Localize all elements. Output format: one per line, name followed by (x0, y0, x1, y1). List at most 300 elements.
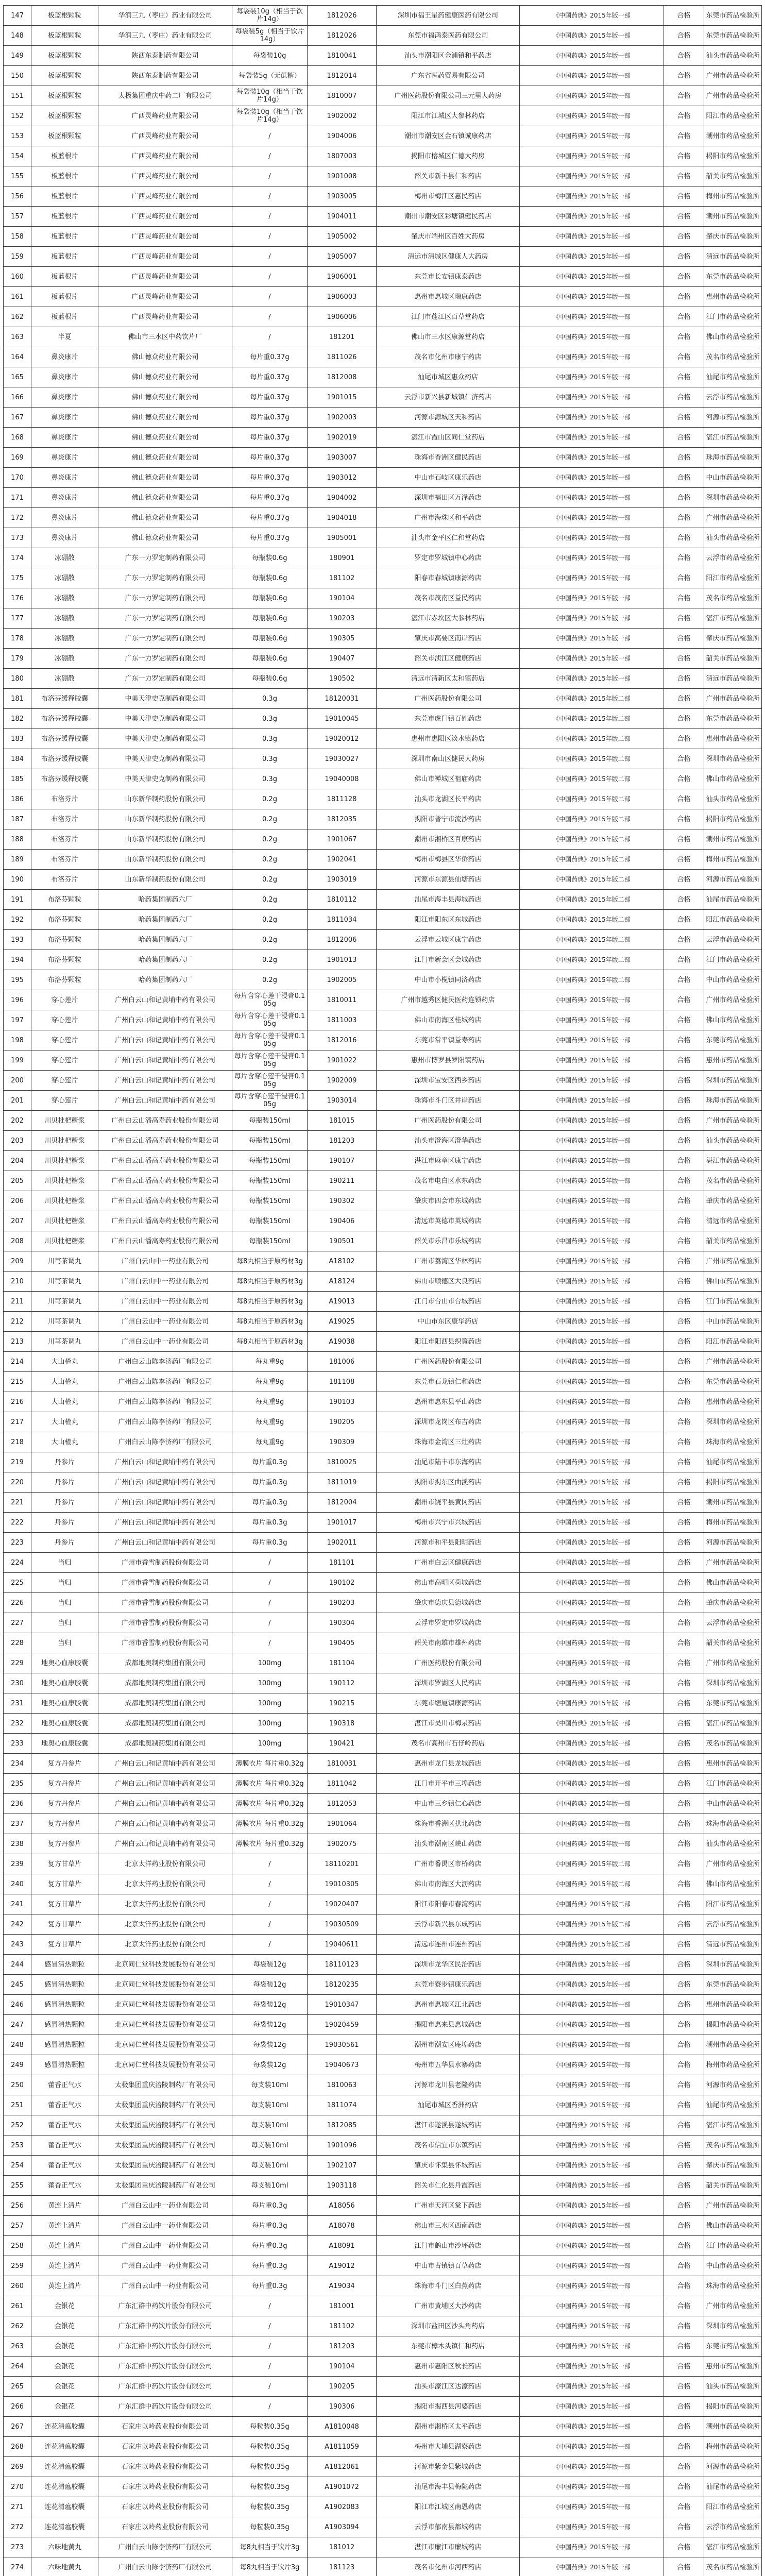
cell-manufacturer: 广州白云山中一药业有限公司 (98, 2236, 232, 2256)
cell-inspection-agency: 湛江市药品检验所 (704, 2115, 762, 2136)
cell-batch-number: A1810048 (308, 2417, 377, 2437)
cell-inspection-agency: 广州市药品检验所 (704, 689, 762, 709)
cell-inspection-standard: 《中国药典》2015年版一部 (520, 106, 664, 126)
cell-specification: 0.2g (232, 870, 308, 890)
cell-manufacturer: 石家庄以岭药业股份有限公司 (98, 2517, 232, 2537)
cell-product-name: 冰硼散 (31, 548, 98, 568)
cell-result: 合格 (664, 207, 704, 227)
cell-inspection-standard: 《中国药典》2015年版一部 (520, 1050, 664, 1071)
cell-specification: 每片重0.3g (232, 2236, 308, 2256)
cell-manufacturer: 广西灵峰药业有限公司 (98, 146, 232, 166)
table-row (4, 1653, 762, 1673)
cell-batch-number: 1812085 (308, 2115, 377, 2136)
table-row (4, 408, 762, 428)
cell-row-number: 272 (4, 2517, 31, 2537)
cell-result: 合格 (664, 1111, 704, 1131)
table-row (4, 809, 762, 829)
cell-result: 合格 (664, 1151, 704, 1171)
cell-result: 合格 (664, 1794, 704, 1814)
cell-result: 合格 (664, 1452, 704, 1472)
cell-specification: 100mg (232, 1734, 308, 1754)
cell-row-number: 231 (4, 1693, 31, 1714)
cell-specification: 每支装10ml (232, 2156, 308, 2176)
cell-sampled-unit: 潮州市潮安区庵埠药店 (377, 2035, 520, 2055)
cell-inspection-agency: 梅州市药品检验所 (704, 1513, 762, 1533)
cell-sampled-unit: 潮州市潮安区彩塘镇健民药店 (377, 207, 520, 227)
table-row (4, 2236, 762, 2256)
cell-product-name: 板蓝根片 (31, 307, 98, 327)
cell-specification: / (232, 1633, 308, 1653)
cell-result: 合格 (664, 629, 704, 649)
cell-row-number: 265 (4, 2377, 31, 2397)
cell-sampled-unit: 广州市白云区健康药店 (377, 1553, 520, 1573)
cell-product-name: 布洛芬颗粒 (31, 950, 98, 970)
cell-manufacturer: 北京同仁堂科技发展股份有限公司 (98, 1955, 232, 1975)
cell-specification: / (232, 2316, 308, 2336)
cell-product-name: 川贝枇杷糖浆 (31, 1111, 98, 1131)
cell-sampled-unit: 肇庆市德庆县德城药店 (377, 1593, 520, 1613)
cell-product-name: 黄连上清片 (31, 2196, 98, 2216)
table-row (4, 1091, 762, 1111)
cell-inspection-standard: 《中国药典》2015年版二部 (520, 1935, 664, 1955)
cell-specification: / (232, 1854, 308, 1874)
cell-result: 合格 (664, 1653, 704, 1673)
table-row (4, 207, 762, 227)
cell-result: 合格 (664, 689, 704, 709)
table-row (4, 187, 762, 207)
cell-inspection-standard: 《中国药典》2015年版一部 (520, 488, 664, 508)
cell-specification: 每片重0.37g (232, 408, 308, 428)
cell-manufacturer: 广州白云山和记黄埔中药有限公司 (98, 1071, 232, 1091)
cell-batch-number: 1906001 (308, 267, 377, 287)
cell-specification: 每丸重9g (232, 1392, 308, 1412)
cell-batch-number: 1904006 (308, 126, 377, 146)
cell-inspection-standard: 《中国药典》2015年版二部 (520, 1854, 664, 1874)
cell-inspection-standard: 《中国药典》2015年版二部 (520, 870, 664, 890)
cell-inspection-standard: 《中国药典》2015年版一部 (520, 327, 664, 347)
cell-batch-number: 1903014 (308, 1091, 377, 1111)
cell-sampled-unit: 汕头市潮南区峡山药店 (377, 1834, 520, 1854)
cell-row-number: 269 (4, 2457, 31, 2477)
cell-inspection-standard: 《中国药典》2015年版一部 (520, 1412, 664, 1432)
cell-inspection-agency: 云浮市药品检验所 (704, 1914, 762, 1935)
cell-result: 合格 (664, 2095, 704, 2115)
table-row (4, 1894, 762, 1914)
cell-batch-number: 190405 (308, 1633, 377, 1653)
cell-sampled-unit: 湛江市霞山区同仁堂药店 (377, 428, 520, 448)
cell-batch-number: 190502 (308, 669, 377, 689)
cell-manufacturer: 山东新华制药股份有限公司 (98, 850, 232, 870)
cell-product-name: 丹参片 (31, 1472, 98, 1493)
cell-result: 合格 (664, 2075, 704, 2095)
cell-manufacturer: 哈药集团制药六厂 (98, 930, 232, 950)
cell-specification: / (232, 247, 308, 267)
table-row (4, 850, 762, 870)
cell-inspection-agency: 清远市药品检验所 (704, 1935, 762, 1955)
table-row (4, 729, 762, 749)
cell-inspection-standard: 《中国药典》2015年版一部 (520, 2055, 664, 2075)
cell-product-name: 藿香正气水 (31, 2156, 98, 2176)
cell-inspection-standard: 《中国药典》2015年版一部 (520, 2497, 664, 2517)
cell-batch-number: 1901096 (308, 2136, 377, 2156)
cell-manufacturer: 广州白云山和记黄埔中药有限公司 (98, 1010, 232, 1030)
cell-result: 合格 (664, 2276, 704, 2296)
cell-row-number: 167 (4, 408, 31, 428)
cell-product-name: 板蓝根片 (31, 146, 98, 166)
cell-inspection-standard: 《中国药典》2015年版一部 (520, 1774, 664, 1794)
cell-inspection-standard: 《中国药典》2015年版一部 (520, 508, 664, 528)
cell-manufacturer: 广东一力罗定制药有限公司 (98, 629, 232, 649)
cell-result: 合格 (664, 809, 704, 829)
cell-manufacturer: 广州白云山和记黄埔中药有限公司 (98, 990, 232, 1010)
cell-product-name: 地奥心血康胶囊 (31, 1734, 98, 1754)
cell-inspection-agency: 汕尾市药品检验所 (704, 2095, 762, 2115)
cell-manufacturer: 成都地奥制药集团有限公司 (98, 1673, 232, 1693)
cell-sampled-unit: 中山市石岐区康乐药店 (377, 468, 520, 488)
cell-inspection-agency: 惠州市药品检验所 (704, 1050, 762, 1071)
cell-product-name: 复方甘草片 (31, 1874, 98, 1894)
cell-manufacturer: 广西灵峰药业有限公司 (98, 207, 232, 227)
cell-sampled-unit: 河源市龙川县老隆药店 (377, 2075, 520, 2095)
cell-specification: 每片含穿心莲干浸膏0.105g (232, 1010, 308, 1030)
cell-manufacturer: 中美天津史克制药有限公司 (98, 769, 232, 789)
cell-row-number: 221 (4, 1493, 31, 1513)
cell-batch-number: 19010347 (308, 1995, 377, 2015)
cell-row-number: 262 (4, 2316, 31, 2336)
cell-sampled-unit: 揭阳市普宁市流沙药店 (377, 809, 520, 829)
cell-result: 合格 (664, 1914, 704, 1935)
table-row (4, 608, 762, 629)
cell-product-name: 板蓝根颗粒 (31, 26, 98, 46)
cell-batch-number: 1902005 (308, 970, 377, 990)
cell-specification: 每瓶装150ml (232, 1111, 308, 1131)
cell-result: 合格 (664, 86, 704, 106)
cell-result: 合格 (664, 1251, 704, 1272)
cell-specification: 每片重0.3g (232, 1472, 308, 1493)
cell-batch-number: 1810041 (308, 46, 377, 66)
cell-row-number: 193 (4, 930, 31, 950)
cell-specification: 每片重0.3g (232, 2216, 308, 2236)
cell-sampled-unit: 清远市清城区健康人大药房 (377, 247, 520, 267)
cell-row-number: 191 (4, 890, 31, 910)
cell-result: 合格 (664, 2497, 704, 2517)
cell-inspection-agency: 湛江市药品检验所 (704, 2537, 762, 2557)
cell-manufacturer: 广州白云山中一药业有限公司 (98, 1292, 232, 1312)
cell-inspection-agency: 佛山市药品检验所 (704, 1874, 762, 1894)
cell-product-name: 藿香正气水 (31, 2176, 98, 2196)
cell-inspection-standard: 《中国药典》2015年版一部 (520, 1472, 664, 1493)
table-row (4, 1633, 762, 1653)
cell-batch-number: A18056 (308, 2196, 377, 2216)
cell-result: 合格 (664, 1553, 704, 1573)
cell-inspection-standard: 《中国药典》2015年版一部 (520, 1171, 664, 1191)
cell-product-name: 鼻炎康片 (31, 408, 98, 428)
cell-manufacturer: 哈药集团制药六厂 (98, 970, 232, 990)
cell-manufacturer: 广东一力罗定制药有限公司 (98, 649, 232, 669)
cell-inspection-standard: 《中国药典》2015年版一部 (520, 2517, 664, 2537)
cell-result: 合格 (664, 1975, 704, 1995)
cell-inspection-agency: 揭阳市药品检验所 (704, 1472, 762, 1493)
cell-product-name: 冰硼散 (31, 669, 98, 689)
cell-product-name: 藿香正气水 (31, 2115, 98, 2136)
cell-product-name: 布洛芬片 (31, 809, 98, 829)
cell-sampled-unit: 揭阳市惠来县惠城药店 (377, 2015, 520, 2035)
cell-specification: 100mg (232, 1673, 308, 1693)
cell-result: 合格 (664, 1010, 704, 1030)
cell-inspection-agency: 韶关市药品检验所 (704, 166, 762, 187)
cell-batch-number: 190112 (308, 1673, 377, 1693)
cell-inspection-standard: 《中国药典》2015年版一部 (520, 1392, 664, 1412)
cell-inspection-agency: 深圳市药品检验所 (704, 2316, 762, 2336)
cell-batch-number: 1901008 (308, 166, 377, 187)
table-row (4, 126, 762, 146)
cell-inspection-agency: 阳江市药品检验所 (704, 106, 762, 126)
cell-result: 合格 (664, 1814, 704, 1834)
table-row (4, 2015, 762, 2035)
cell-inspection-agency: 阳江市药品检验所 (704, 910, 762, 930)
cell-manufacturer: 广西灵峰药业有限公司 (98, 106, 232, 126)
cell-sampled-unit: 汕头市澄海区澄华药店 (377, 1131, 520, 1151)
cell-manufacturer: 华润三九（枣庄）药业有限公司 (98, 6, 232, 26)
cell-batch-number: 1810031 (308, 1754, 377, 1774)
cell-specification: 每片重0.37g (232, 428, 308, 448)
table-row (4, 508, 762, 528)
cell-batch-number: 19010305 (308, 1874, 377, 1894)
table-row (4, 267, 762, 287)
cell-sampled-unit: 惠州市博罗县罗阳镇药店 (377, 1050, 520, 1071)
cell-inspection-standard: 《中国药典》2015年版一部 (520, 1533, 664, 1553)
cell-specification: 每粒装0.35g (232, 2477, 308, 2497)
cell-specification: 0.3g (232, 729, 308, 749)
cell-row-number: 242 (4, 1914, 31, 1935)
table-row (4, 1231, 762, 1251)
cell-result: 合格 (664, 1734, 704, 1754)
cell-manufacturer: 广州白云山陈李济药厂有限公司 (98, 1412, 232, 1432)
cell-batch-number: 1812026 (308, 6, 377, 26)
cell-product-name: 感冒清热颗粒 (31, 1995, 98, 2015)
table-row (4, 6, 762, 26)
cell-inspection-standard: 《中国药典》2015年版一部 (520, 1513, 664, 1533)
cell-specification: 100mg (232, 1653, 308, 1673)
cell-sampled-unit: 珠海市金湾区三灶药店 (377, 1432, 520, 1452)
cell-product-name: 布洛芬缓释胶囊 (31, 749, 98, 769)
cell-product-name: 布洛芬缓释胶囊 (31, 689, 98, 709)
cell-inspection-standard: 《中国药典》2015年版一部 (520, 247, 664, 267)
cell-row-number: 148 (4, 26, 31, 46)
cell-product-name: 布洛芬颗粒 (31, 930, 98, 950)
cell-sampled-unit: 广州市海珠区和平药店 (377, 508, 520, 528)
cell-result: 合格 (664, 2136, 704, 2156)
cell-result: 合格 (664, 1493, 704, 1513)
cell-inspection-agency: 佛山市药品检验所 (704, 2216, 762, 2236)
cell-inspection-standard: 《中国药典》2015年版一部 (520, 126, 664, 146)
cell-sampled-unit: 惠州市惠城区瑞康药店 (377, 287, 520, 307)
cell-sampled-unit: 韶关市仁化县丹霞药店 (377, 2176, 520, 2196)
cell-inspection-standard: 《中国药典》2015年版二部 (520, 689, 664, 709)
cell-row-number: 212 (4, 1312, 31, 1332)
cell-sampled-unit: 茂名市化州市康宁药店 (377, 347, 520, 367)
cell-row-number: 234 (4, 1754, 31, 1774)
table-row (4, 2377, 762, 2397)
cell-result: 合格 (664, 1633, 704, 1653)
cell-specification: 每片重0.37g (232, 367, 308, 387)
cell-product-name: 感冒清热颗粒 (31, 2055, 98, 2075)
cell-batch-number: 19040008 (308, 769, 377, 789)
cell-product-name: 连花清瘟胶囊 (31, 2437, 98, 2457)
cell-inspection-agency: 梅州市药品检验所 (704, 2437, 762, 2457)
cell-inspection-standard: 《中国药典》2015年版一部 (520, 227, 664, 247)
cell-sampled-unit: 广州市越秀区健民医药连锁药店 (377, 990, 520, 1010)
cell-inspection-standard: 《中国药典》2015年版一部 (520, 1091, 664, 1111)
cell-inspection-agency: 汕头市药品检验所 (704, 46, 762, 66)
cell-row-number: 271 (4, 2497, 31, 2517)
cell-manufacturer: 广州白云山陈李济药厂有限公司 (98, 1392, 232, 1412)
cell-result: 合格 (664, 2477, 704, 2497)
cell-specification: 每支装10ml (232, 2115, 308, 2136)
cell-inspection-agency: 深圳市药品检验所 (704, 1673, 762, 1693)
cell-inspection-agency: 深圳市药品检验所 (704, 1955, 762, 1975)
cell-batch-number: 19030561 (308, 2035, 377, 2055)
cell-inspection-standard: 《中国药典》2015年版一部 (520, 1151, 664, 1171)
cell-row-number: 196 (4, 990, 31, 1010)
table-row (4, 247, 762, 267)
table-row (4, 2095, 762, 2115)
cell-specification: 薄膜衣片 每片重0.32g (232, 1834, 308, 1854)
cell-product-name: 黄连上清片 (31, 2256, 98, 2276)
cell-row-number: 260 (4, 2276, 31, 2296)
table-row (4, 66, 762, 86)
cell-manufacturer: 广州白云山潘高寿药业股份有限公司 (98, 1131, 232, 1151)
cell-specification: 每袋装5g（无蔗糖） (232, 66, 308, 86)
cell-inspection-standard: 《中国药典》2015年版一部 (520, 146, 664, 166)
cell-inspection-agency: 深圳市药品检验所 (704, 1071, 762, 1091)
cell-result: 合格 (664, 1774, 704, 1794)
cell-specification: 每支装10ml (232, 2176, 308, 2196)
cell-product-name: 感冒清热颗粒 (31, 2015, 98, 2035)
cell-sampled-unit: 东莞市常平镇益寿药店 (377, 1030, 520, 1050)
cell-inspection-agency: 云浮市药品检验所 (704, 548, 762, 568)
cell-sampled-unit: 韶关市浈江区健康药店 (377, 649, 520, 669)
cell-batch-number: A18078 (308, 2216, 377, 2236)
cell-product-name: 大山楂丸 (31, 1352, 98, 1372)
table-row (4, 1392, 762, 1412)
cell-inspection-standard: 《中国药典》2015年版二部 (520, 829, 664, 850)
cell-product-name: 板蓝根片 (31, 227, 98, 247)
cell-inspection-agency: 河源市药品检验所 (704, 2075, 762, 2095)
cell-sampled-unit: 中山市古镇镇百草药店 (377, 2256, 520, 2276)
table-row (4, 166, 762, 187)
cell-specification: 每瓶装0.6g (232, 669, 308, 689)
cell-result: 合格 (664, 649, 704, 669)
cell-inspection-standard: 《中国药典》2015年版二部 (520, 1874, 664, 1894)
cell-manufacturer: 广州白云山和记黄埔中药有限公司 (98, 1493, 232, 1513)
cell-inspection-agency: 珠海市药品检验所 (704, 1091, 762, 1111)
cell-inspection-standard: 《中国药典》2015年版二部 (520, 709, 664, 729)
cell-sampled-unit: 云浮市罗定市罗城药店 (377, 1613, 520, 1633)
table-row (4, 2176, 762, 2196)
cell-result: 合格 (664, 2316, 704, 2336)
cell-product-name: 黄连上清片 (31, 2216, 98, 2236)
cell-specification: 每丸重9g (232, 1432, 308, 1452)
cell-row-number: 177 (4, 608, 31, 629)
table-row (4, 1191, 762, 1211)
cell-result: 合格 (664, 1432, 704, 1452)
cell-product-name: 黄连上清片 (31, 2276, 98, 2296)
cell-product-name: 布洛芬片 (31, 870, 98, 890)
table-row (4, 1714, 762, 1734)
cell-sampled-unit: 清远市英德市英城药店 (377, 1211, 520, 1231)
cell-row-number: 154 (4, 146, 31, 166)
cell-result: 合格 (664, 2196, 704, 2216)
cell-batch-number: 1810063 (308, 2075, 377, 2095)
table-row (4, 1955, 762, 1975)
cell-result: 合格 (664, 126, 704, 146)
table-row (4, 1171, 762, 1191)
cell-row-number: 251 (4, 2095, 31, 2115)
cell-inspection-agency: 韶关市药品检验所 (704, 2176, 762, 2196)
cell-row-number: 171 (4, 488, 31, 508)
cell-batch-number: 190104 (308, 2357, 377, 2377)
cell-manufacturer: 北京太洋药业股份有限公司 (98, 1854, 232, 1874)
cell-result: 合格 (664, 1372, 704, 1392)
cell-sampled-unit: 茂名市电白区水东药店 (377, 1171, 520, 1191)
cell-specification: 每片重0.37g (232, 468, 308, 488)
cell-manufacturer: 北京同仁堂科技发展股份有限公司 (98, 2035, 232, 2055)
cell-result: 合格 (664, 1693, 704, 1714)
cell-inspection-agency: 潮州市药品检验所 (704, 2035, 762, 2055)
cell-inspection-standard: 《中国药典》2015年版一部 (520, 2417, 664, 2437)
cell-result: 合格 (664, 367, 704, 387)
cell-row-number: 214 (4, 1352, 31, 1372)
table-row (4, 1131, 762, 1151)
cell-sampled-unit: 肇庆市怀集县怀城药店 (377, 2156, 520, 2176)
cell-specification: 0.2g (232, 829, 308, 850)
cell-row-number: 173 (4, 528, 31, 548)
cell-batch-number: 1901013 (308, 950, 377, 970)
table-body (4, 6, 762, 2576)
cell-inspection-agency: 揭阳市药品检验所 (704, 2015, 762, 2035)
cell-result: 合格 (664, 850, 704, 870)
table-row (4, 528, 762, 548)
cell-batch-number: 181015 (308, 1111, 377, 1131)
cell-manufacturer: 广州白云山陈李济药厂有限公司 (98, 2537, 232, 2557)
cell-inspection-standard: 《中国药典》2015年版一部 (520, 1553, 664, 1573)
cell-specification: 每丸重9g (232, 1412, 308, 1432)
cell-inspection-standard: 《中国药典》2015年版一部 (520, 2557, 664, 2576)
table-row (4, 1613, 762, 1633)
cell-batch-number: 190104 (308, 588, 377, 608)
cell-specification: / (232, 1914, 308, 1935)
cell-specification: 每片重0.37g (232, 387, 308, 408)
cell-product-name: 板蓝根颗粒 (31, 86, 98, 106)
cell-specification: 0.3g (232, 689, 308, 709)
cell-specification: 0.2g (232, 930, 308, 950)
cell-inspection-agency: 湛江市药品检验所 (704, 1714, 762, 1734)
cell-inspection-agency: 惠州市药品检验所 (704, 1754, 762, 1774)
cell-specification: 每粒装0.35g (232, 2517, 308, 2537)
cell-inspection-standard: 《中国药典》2015年版一部 (520, 2357, 664, 2377)
cell-batch-number: 190309 (308, 1432, 377, 1452)
inspection-results-table (3, 5, 762, 2576)
cell-result: 合格 (664, 287, 704, 307)
table-row (4, 2397, 762, 2417)
cell-inspection-standard: 《中国药典》2015年版一部 (520, 448, 664, 468)
cell-sampled-unit: 江门市开平市三埠药店 (377, 1774, 520, 1794)
cell-specification: 每片重0.3g (232, 2276, 308, 2296)
cell-inspection-agency: 佛山市药品检验所 (704, 1010, 762, 1030)
table-row (4, 789, 762, 809)
cell-sampled-unit: 广州医药股份有限公司 (377, 689, 520, 709)
